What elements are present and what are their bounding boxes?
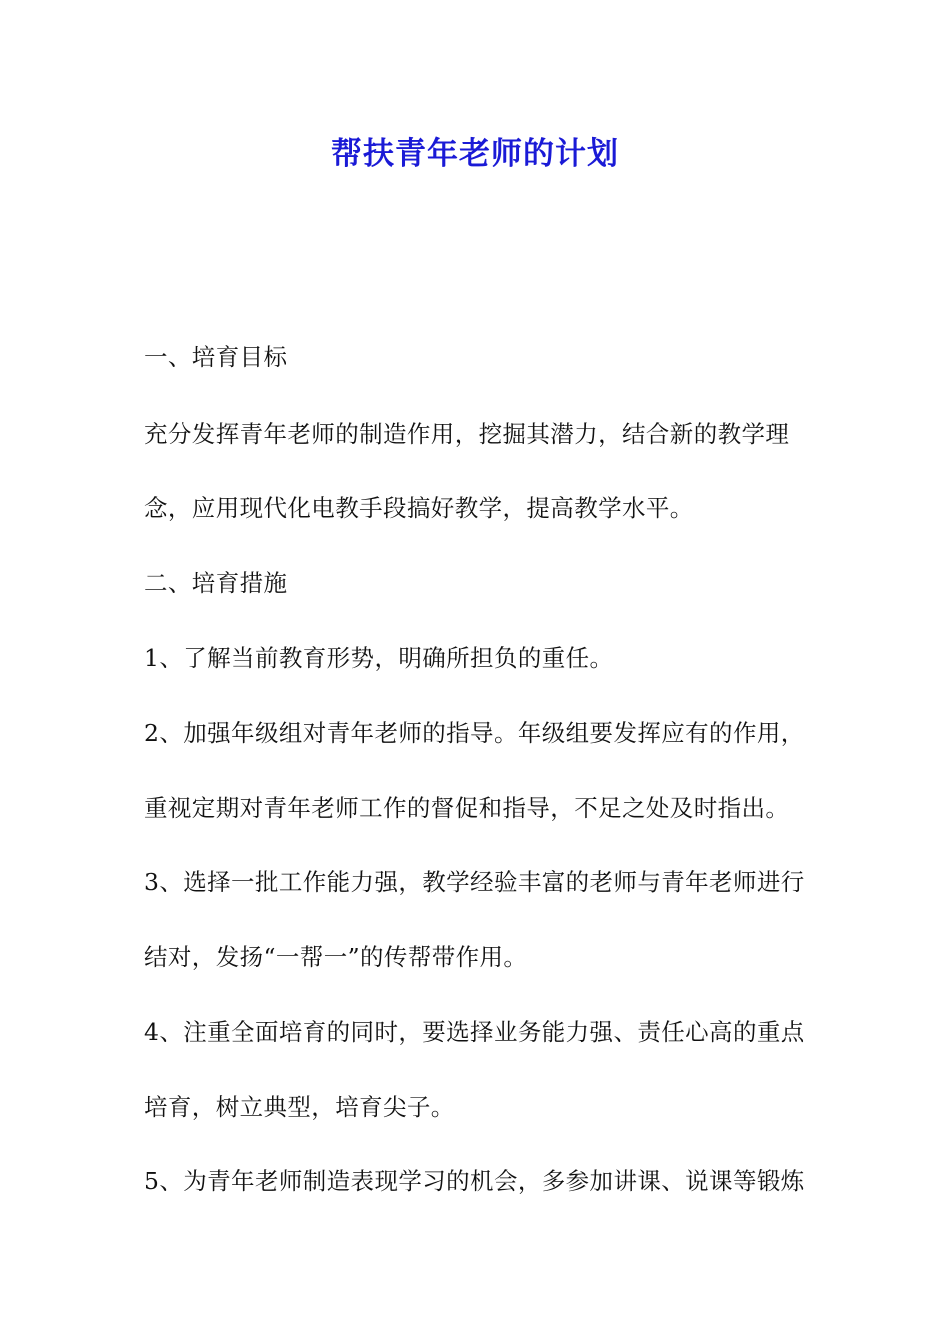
list-item-continuation: 重视定期对青年老师工作的督促和指导，不足之处及时指出。 <box>144 794 790 822</box>
paragraph-line: 充分发挥青年老师的制造作用，挖掘其潜力，结合新的教学理 <box>144 420 790 448</box>
document-title: 帮扶青年老师的计划 <box>331 136 619 172</box>
section-heading-goal: 一、培育目标 <box>144 343 288 371</box>
paragraph-line: 念，应用现代化电教手段搞好教学，提高教学水平。 <box>144 494 694 522</box>
list-item-continuation: 培育，树立典型，培育尖子。 <box>144 1093 455 1121</box>
list-item: 3、选择一批工作能力强，教学经验丰富的老师与青年老师进行 <box>144 868 805 896</box>
list-item: 5、为青年老师制造表现学习的机会，多参加讲课、说课等锻炼 <box>144 1167 805 1195</box>
section-heading-measures: 二、培育措施 <box>144 569 288 597</box>
list-item-continuation: 结对，发扬“一帮一”的传帮带作用。 <box>144 943 528 971</box>
list-item: 1、了解当前教育形势，明确所担负的重任。 <box>144 644 614 672</box>
list-item: 2、加强年级组对青年老师的指导。年级组要发挥应有的作用， <box>144 719 805 747</box>
list-item: 4、注重全面培育的同时，要选择业务能力强、责任心高的重点 <box>144 1018 805 1046</box>
